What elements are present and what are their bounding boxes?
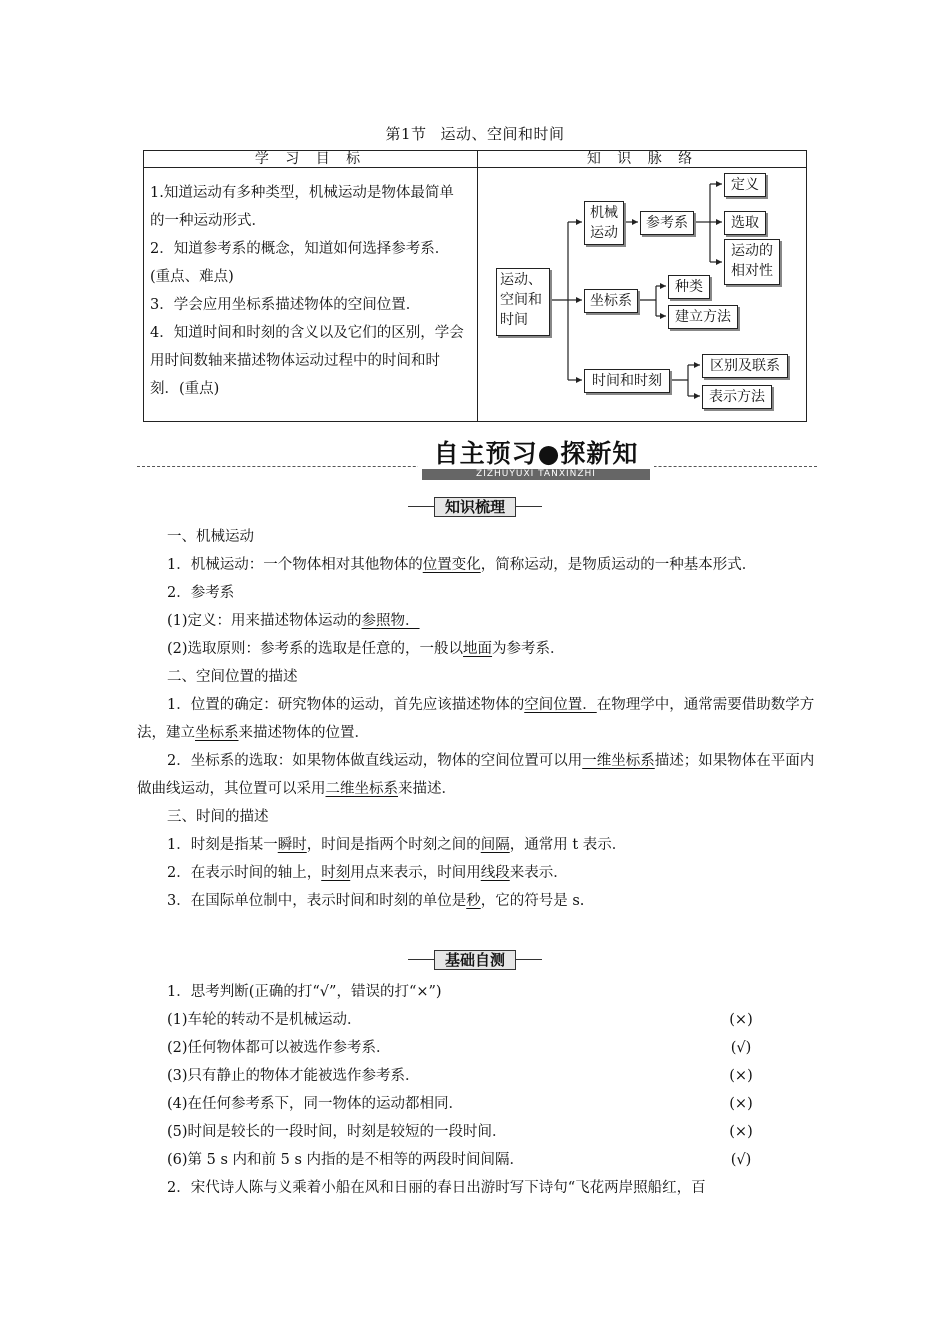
question: 1．思考判断(正确的打“√”，错误的打“×”) [167,984,442,1000]
mindmap-branch-time: 时间和时刻 [584,369,670,393]
goals-header: 学 习 目 标 [254,151,367,167]
self-test-text: 基础自测 [434,950,516,970]
knowledge-body [137,523,817,915]
mindmap-leaf: 定义 [724,173,766,197]
judgement-item: (3)只有静止的物体才能被选作参考系． (×) [167,1068,753,1084]
mindmap-branch-coordinate-system: 坐标系 [584,289,638,313]
mindmap-connectors [0,0,950,430]
section-banner [0,432,950,477]
paragraph: 2．坐标系的选取：如果物体做直线运动，物体的空间位置可以用一维坐标系描述；如果物体在平面内做曲线运动，其位置可以采用二维坐标系来描述． [137,753,815,797]
section-number: 第1节 [385,125,427,143]
goal-item: 2．知道参考系的概念，知道如何选择参考系．(重点、难点) [150,241,450,285]
judgement-item: (1)车轮的转动不是机械运动． (×) [167,1012,753,1028]
banner-title: 自主预习●探新知 [433,439,639,468]
banner-subtitle: ZIZHUYUXI TANXINZHI [422,469,650,480]
paragraph: 1．时刻是指某一瞬时，时间是指两个时刻之间的间隔，通常用 t 表示． [167,837,627,853]
heading: 三、时间的描述 [167,809,269,825]
judgement-item: (4)在任何参考系下，同一物体的运动都相同． (×) [167,1096,753,1112]
heading: 二、空间位置的描述 [167,669,298,685]
paragraph: 2．在表示时间的轴上，时刻用点来表示，时间用线段来表示． [167,865,568,881]
mindmap-leaf: 运动的相对性 [724,239,780,285]
knowledge-review-text: 知识梳理 [434,497,516,517]
mindmap-branch-mechanical-motion: 机械运动 [584,201,624,245]
self-test-body [137,978,817,1202]
mindmap-leaf: 表示方法 [702,385,772,409]
goal-item: 1.知道运动有多种类型，机械运动是物体最简单的一种运动形式． [150,185,454,229]
paragraph: (1)定义：用来描述物体运动的参照物． [167,613,420,629]
paragraph: (2)选取原则：参考系的选取是任意的，一般以地面为参考系． [167,641,565,657]
knowledge-review-label [0,497,950,517]
goal-item: 3．学会应用坐标系描述物体的空间位置． [150,297,421,313]
knowledge-map-header: 知 识 脉 络 [586,151,699,167]
question: 2．宋代诗人陈与义乘着小船在风和日丽的春日出游时写下诗句“飞花两岸照船红，百 [167,1180,706,1196]
mindmap-node-reference-frame: 参考系 [640,211,694,235]
mindmap-leaf: 区别及联系 [702,354,788,378]
mindmap-leaf: 种类 [668,275,710,299]
judgement-item: (2)任何物体都可以被选作参考系． (√) [167,1040,752,1056]
heading: 一、机械运动 [167,529,254,545]
self-test-label [0,950,950,970]
mindmap-root: 运动、空间和时间 [496,268,550,336]
mindmap-leaf: 选取 [724,211,766,235]
paragraph: 3．在国际单位制中，表示时间和时刻的单位是秒，它的符号是 s. [167,893,585,909]
paragraph: 2．参考系 [167,585,235,601]
judgement-item: (6)第 5 s 内和前 5 s 内指的是不相等的两段时间间隔． (√) [167,1152,752,1168]
judgement-item: (5)时间是较长的一段时间，时刻是较短的一段时间． (×) [167,1124,753,1140]
paragraph: 1．机械运动：一个物体相对其他物体的位置变化，简称运动，是物质运动的一种基本形式． [167,557,757,573]
paragraph: 1．位置的确定：研究物体的运动，首先应该描述物体的空间位置．在物理学中，通常需要借助数学方法，建立坐标系来描述物体的位置． [137,697,815,741]
goal-item: 4．知道时间和时刻的含义以及它们的区别，学会用时间数轴来描述物体运动过程中的时间和时刻．(重点) [150,325,464,397]
section-name: 运动、空间和时间 [440,125,565,143]
mindmap-leaf: 建立方法 [668,305,738,329]
